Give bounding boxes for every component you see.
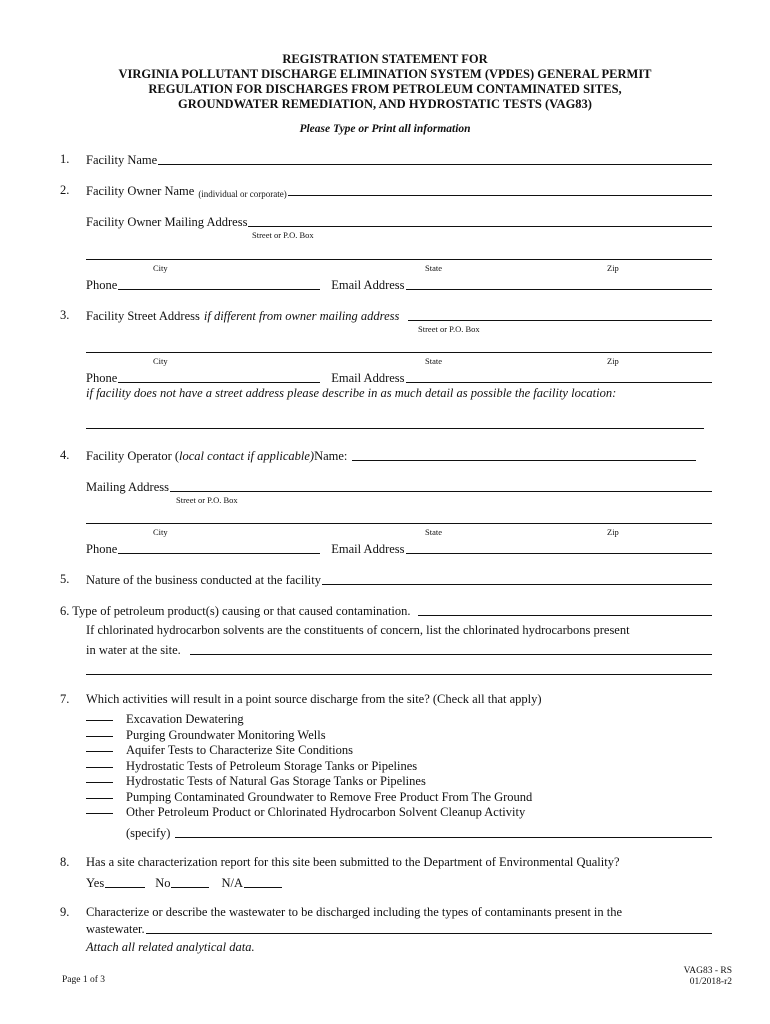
q7-specify-label: (specify) bbox=[126, 826, 171, 840]
q6-line-3: in water at the site. bbox=[86, 643, 181, 657]
q7-option-label: Purging Groundwater Monitoring Wells bbox=[126, 728, 326, 742]
operator-zip-caption: Zip bbox=[607, 527, 619, 537]
q8-answer-row bbox=[86, 875, 282, 891]
facility-phone-label: Phone bbox=[86, 371, 118, 385]
chlorinated-hydrocarbons-field-2[interactable] bbox=[86, 674, 712, 675]
title-line-3: REGULATION FOR DISCHARGES FROM PETROLEUM CONTAMINATED SITES, bbox=[148, 82, 622, 96]
owner-state-caption: State bbox=[425, 263, 442, 273]
owner-phone-email-row bbox=[86, 277, 712, 293]
q2-mailing-label: Facility Owner Mailing Address bbox=[86, 215, 248, 229]
q6-line-3-row bbox=[86, 642, 712, 658]
q2-number: 2. bbox=[60, 183, 70, 197]
operator-state-caption: State bbox=[425, 527, 442, 537]
operator-name-field[interactable] bbox=[352, 460, 696, 461]
q9-label-2: wastewater. bbox=[86, 922, 145, 936]
q8-no-label: No bbox=[155, 876, 171, 890]
form-subtitle: Please Type or Print all information bbox=[299, 123, 471, 135]
facility-owner-name-field[interactable] bbox=[288, 195, 712, 196]
q7-check-blank[interactable] bbox=[86, 720, 113, 721]
q8-yes-label: Yes bbox=[86, 876, 105, 890]
operator-email-field[interactable] bbox=[406, 553, 712, 554]
title-line-4: GROUNDWATER REMEDIATION, AND HYDROSTATIC TESTS (VAG83) bbox=[178, 97, 592, 111]
q7-option-label: Excavation Dewatering bbox=[126, 712, 244, 726]
q7-option-label: Hydrostatic Tests of Natural Gas Storage Tanks or Pipelines bbox=[126, 774, 426, 788]
operator-city-caption: City bbox=[153, 527, 168, 537]
q7-option-row[interactable] bbox=[86, 774, 426, 789]
q7-option-row[interactable] bbox=[86, 743, 353, 758]
q7-check-blank[interactable] bbox=[86, 767, 113, 768]
q7-option-row[interactable] bbox=[86, 759, 417, 774]
q7-check-blank[interactable] bbox=[86, 736, 113, 737]
q5-row bbox=[86, 572, 712, 588]
q8-no-blank[interactable] bbox=[171, 887, 209, 888]
facility-name-field[interactable] bbox=[158, 164, 712, 165]
q2-label: Facility Owner Name bbox=[86, 184, 195, 198]
q6-line-2: If chlorinated hydrocarbon solvents are the constituents of concern, list the chlorinated hydrocarbons present bbox=[86, 623, 630, 637]
q3-describe-text: if facility does not have a street address please describe in as much detail as possible the facility location: bbox=[86, 386, 617, 400]
q7-option-row[interactable] bbox=[86, 790, 532, 805]
facility-phone-field[interactable] bbox=[118, 382, 320, 383]
form-title bbox=[0, 52, 770, 112]
operator-phone-field[interactable] bbox=[118, 553, 320, 554]
operator-mailing-address-field[interactable] bbox=[170, 491, 712, 492]
petroleum-product-type-field[interactable] bbox=[418, 615, 712, 616]
q1-number: 1. bbox=[60, 152, 70, 166]
owner-phone-label: Phone bbox=[86, 278, 118, 292]
q7-option-row[interactable] bbox=[86, 712, 244, 727]
form-code-name: VAG83 - RS bbox=[683, 966, 732, 976]
owner-email-field[interactable] bbox=[406, 289, 712, 290]
q7-label: Which activities will result in a point source discharge from the site? (Check all that apply) bbox=[86, 692, 542, 706]
q2-note: (individual or corporate) bbox=[198, 189, 287, 199]
q3-italic: if different from owner mailing address bbox=[203, 309, 400, 323]
q8-na-blank[interactable] bbox=[244, 887, 282, 888]
q8-yes-blank[interactable] bbox=[105, 887, 145, 888]
q2-mailing-row bbox=[86, 214, 712, 230]
q6-row bbox=[60, 603, 712, 619]
q6-label: 6. Type of petroleum product(s) causing or that caused contamination. bbox=[60, 604, 411, 618]
form-revision: 01/2018-r2 bbox=[689, 977, 732, 987]
q7-option-label: Pumping Contaminated Groundwater to Remove Free Product From The Ground bbox=[126, 790, 533, 804]
q7-option-row[interactable] bbox=[86, 728, 326, 743]
owner-email-label: Email Address bbox=[331, 278, 405, 292]
page-number: Page 1 of 3 bbox=[62, 975, 106, 985]
title-line-2: VIRGINIA POLLUTANT DISCHARGE ELIMINATION SYSTEM (VPDES) GENERAL PERMIT bbox=[118, 67, 652, 81]
title-line-1: REGISTRATION STATEMENT FOR bbox=[282, 52, 488, 66]
owner-mailing-address-field[interactable] bbox=[248, 226, 712, 227]
q3-number: 3. bbox=[60, 308, 70, 322]
q7-specify-row bbox=[126, 825, 712, 841]
facility-state-caption: State bbox=[425, 356, 442, 366]
facility-zip-caption: Zip bbox=[607, 356, 619, 366]
owner-city-caption: City bbox=[153, 263, 168, 273]
facility-location-description-field[interactable] bbox=[86, 428, 704, 429]
q8-number: 8. bbox=[60, 855, 70, 869]
operator-city-state-zip-field[interactable] bbox=[86, 523, 712, 524]
chlorinated-hydrocarbons-field[interactable] bbox=[190, 654, 712, 655]
q4-mailing-row bbox=[86, 479, 712, 495]
q7-option-label: Hydrostatic Tests of Petroleum Storage Tanks or Pipelines bbox=[126, 759, 418, 773]
q7-specify-field[interactable] bbox=[175, 837, 712, 838]
q7-check-blank[interactable] bbox=[86, 751, 113, 752]
q9-line-2-row bbox=[86, 921, 712, 937]
q5-label: Nature of the business conducted at the facility bbox=[86, 573, 321, 587]
wastewater-description-field[interactable] bbox=[146, 933, 712, 934]
operator-email-label: Email Address bbox=[331, 542, 405, 556]
q4-mailing-label: Mailing Address bbox=[86, 480, 169, 494]
owner-zip-caption: Zip bbox=[607, 263, 619, 273]
q3-label: Facility Street Address bbox=[86, 309, 200, 323]
business-nature-field[interactable] bbox=[322, 584, 712, 585]
owner-street-caption: Street or P.O. Box bbox=[252, 230, 314, 240]
q7-option-label: Aquifer Tests to Characterize Site Conditions bbox=[126, 743, 353, 757]
q7-number: 7. bbox=[60, 692, 70, 706]
operator-street-caption: Street or P.O. Box bbox=[176, 495, 238, 505]
q7-option-row[interactable] bbox=[86, 805, 525, 820]
q7-check-blank[interactable] bbox=[86, 813, 113, 814]
facility-city-caption: City bbox=[153, 356, 168, 366]
q3-row bbox=[86, 308, 712, 324]
operator-phone-label: Phone bbox=[86, 542, 118, 556]
q1-row bbox=[86, 152, 712, 168]
q4-label-a: Facility Operator ( bbox=[86, 449, 180, 463]
facility-street-caption: Street or P.O. Box bbox=[418, 324, 480, 334]
q9-label: Characterize or describe the wastewater to be discharged including the types of contaminants present in the bbox=[86, 905, 623, 919]
facility-email-label: Email Address bbox=[331, 371, 405, 385]
q9-attach-note: Attach all related analytical data. bbox=[86, 940, 255, 954]
facility-phone-email-row bbox=[86, 370, 712, 386]
facility-email-field[interactable] bbox=[406, 382, 712, 383]
q7-check-blank[interactable] bbox=[86, 782, 113, 783]
operator-phone-email-row bbox=[86, 541, 712, 557]
q4-italic: local contact if applicable) bbox=[179, 449, 315, 463]
q5-number: 5. bbox=[60, 572, 70, 586]
form-code bbox=[684, 966, 732, 988]
q1-label: Facility Name bbox=[86, 153, 158, 167]
facility-city-state-zip-field[interactable] bbox=[86, 352, 712, 353]
q9-number: 9. bbox=[60, 905, 70, 919]
q4-row bbox=[86, 448, 696, 464]
q7-check-blank[interactable] bbox=[86, 798, 113, 799]
q4-number: 4. bbox=[60, 448, 70, 462]
facility-street-address-field[interactable] bbox=[408, 320, 712, 321]
q4-label-b: Name: bbox=[314, 449, 348, 463]
q8-na-label: N/A bbox=[221, 876, 244, 890]
q8-label: Has a site characterization report for this site been submitted to the Department of Environmental Quality? bbox=[86, 855, 620, 869]
q2-row bbox=[86, 183, 712, 199]
q7-option-label: Other Petroleum Product or Chlorinated Hydrocarbon Solvent Cleanup Activity bbox=[126, 805, 526, 819]
owner-city-state-zip-field[interactable] bbox=[86, 259, 712, 260]
owner-phone-field[interactable] bbox=[118, 289, 320, 290]
